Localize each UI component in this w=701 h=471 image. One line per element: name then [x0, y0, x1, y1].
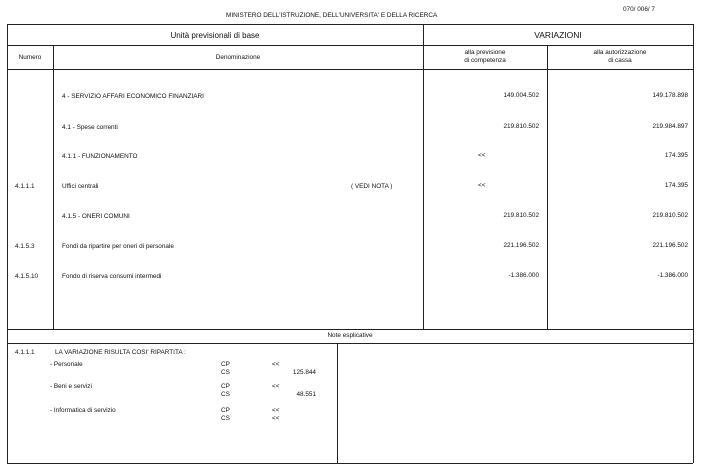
table-left-border — [7, 24, 8, 463]
row-competenza: 219.810.502 — [503, 212, 539, 219]
row-cassa: -1.386.000 — [657, 272, 688, 279]
note-item-cp-label: CP — [221, 361, 230, 368]
col-header-previsione-line1: alla previsione — [464, 49, 506, 56]
table-right-border — [693, 24, 694, 463]
ministry-title: MINISTERO DELL'ISTRUZIONE, DELL'UNIVERSITA' E DELLA RICERCA — [226, 12, 438, 19]
note-item-cp-label: CP — [221, 383, 230, 390]
row-denominazione: 4.1.5 - ONERI COMUNI — [62, 213, 130, 220]
note-item-cp-value: << — [272, 361, 280, 368]
col-header-cassa-line1: alla autorizzazione — [593, 49, 647, 56]
row-competenza: << — [478, 182, 486, 189]
row-competenza: 149.004.502 — [503, 92, 539, 99]
col-divider-variazioni — [423, 24, 424, 329]
group-header-upb: Unità previsionali di base — [170, 31, 260, 40]
row-denominazione: 4 - SERVIZIO AFFARI ECONOMICO FINANZIARI — [62, 93, 204, 100]
row-cassa: 174.395 — [664, 182, 688, 189]
note-item-cs-label: CS — [221, 369, 230, 376]
row-denominazione: 4.1.1 - FUNZIONAMENTO — [62, 153, 138, 160]
row-denominazione: Uffici centrali — [62, 183, 99, 190]
page-code: 070/ 006/ 7 — [623, 6, 655, 13]
group-header-variazioni: VARIAZIONI — [534, 30, 582, 40]
row-denominazione: Fondi da ripartire per oneri di personale — [62, 243, 174, 250]
row-denominazione: Fondo di riserva consumi intermedi — [62, 273, 162, 280]
row-denominazione: 4.1 - Spese correnti — [62, 124, 118, 131]
table-top-border — [7, 24, 693, 25]
note-item-label: - Personale — [50, 361, 83, 368]
notes-heading: LA VARIAZIONE RISULTA COSI' RIPARTITA : — [55, 349, 186, 356]
note-item-cp-value: << — [272, 383, 280, 390]
note-item-cp-label: CP — [221, 407, 230, 414]
col-header-numero: Numero — [18, 54, 42, 61]
row-competenza: 221.196.502 — [503, 242, 539, 249]
notes-numero: 4.1.1.1 — [15, 349, 35, 356]
note-item-cs-value: 48.551 — [296, 391, 316, 398]
row-competenza: -1.386.000 — [508, 272, 539, 279]
notes-title: Note esplicative — [327, 332, 373, 339]
note-item-cs-label: CS — [221, 391, 230, 398]
notes-top-border — [7, 329, 693, 330]
col-header-cassa-line2: di cassa — [608, 57, 632, 64]
row-note-ref: ( VEDI NOTA ) — [351, 183, 393, 190]
header-group-divider — [7, 45, 693, 46]
col-divider-numero — [53, 45, 54, 329]
row-cassa: 219.984.897 — [652, 123, 688, 130]
row-cassa: 219.810.502 — [652, 212, 688, 219]
note-item-label: - Beni e servizi — [50, 383, 92, 390]
note-item-label: - Informatica di servizio — [50, 407, 116, 414]
col-header-denominazione: Denominazione — [215, 54, 261, 61]
table-bottom-border — [7, 463, 693, 464]
row-cassa: 149.178.898 — [652, 92, 688, 99]
notes-title-divider — [7, 343, 693, 344]
row-numero: 4.1.1.1 — [15, 183, 35, 190]
note-item-cs-label: CS — [221, 415, 230, 422]
note-item-cp-value: << — [272, 407, 280, 414]
row-competenza: 219.810.502 — [503, 123, 539, 130]
note-item-cs-value: 125.844 — [292, 369, 316, 376]
row-numero: 4.1.5.10 — [15, 273, 39, 280]
row-competenza: << — [478, 152, 486, 159]
col-header-previsione-line2: di competenza — [464, 57, 506, 64]
header-bottom-border — [7, 69, 693, 70]
row-numero: 4.1.5.3 — [15, 243, 35, 250]
row-cassa: 221.196.502 — [652, 242, 688, 249]
note-item-cs-value: << — [272, 415, 280, 422]
notes-divider — [337, 343, 338, 463]
row-cassa: 174.395 — [664, 152, 688, 159]
